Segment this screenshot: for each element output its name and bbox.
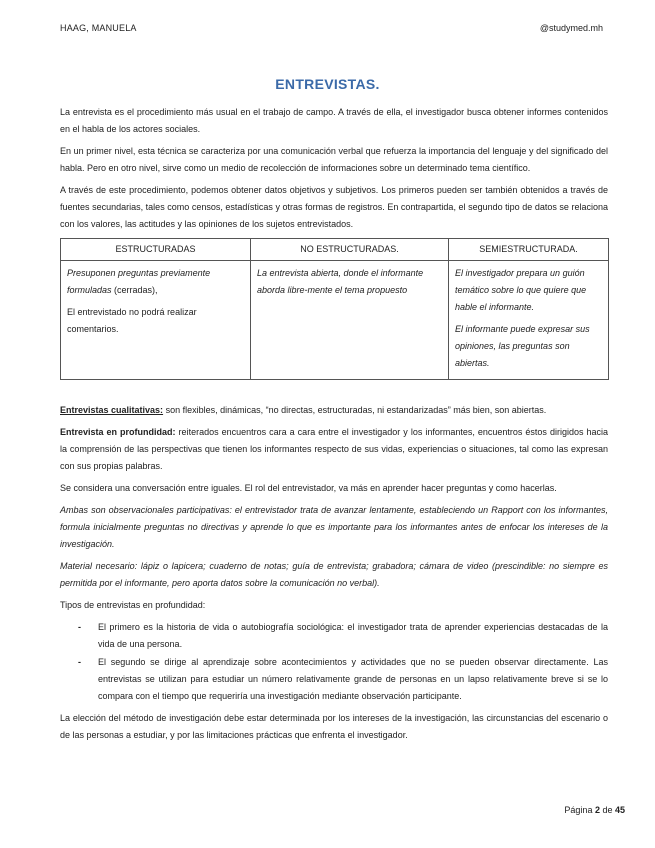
page-title: ENTREVISTAS.	[275, 76, 380, 92]
cualitativas-paragraph: Entrevistas cualitativas: son flexibles, dinámicas, “no directas, estructuradas, ni estandarizadas” más bien, son abiertas.	[60, 405, 547, 415]
material-paragraph: Material necesario: lápiz o lapicera; cuaderno de notas; guía de entrevista; grabadora; cámara de video (prescindible: no siempre es permitida por el informante, pero aporta datos sobre la comunicación no verbal).	[60, 561, 608, 588]
table-cell-semiestructurada	[449, 261, 609, 380]
term-label: Entrevistas cualitativas:	[60, 405, 164, 415]
tipos-label: Tipos de entrevistas en profundidad:	[60, 600, 206, 610]
table-header-row	[61, 239, 609, 261]
cell-text: Presuponen preguntas previamente formuladas	[67, 268, 211, 295]
cell-text: (cerradas),	[111, 285, 158, 295]
table-header: ESTRUCTURADAS	[61, 239, 251, 261]
table-header: NO ESTRUCTURADAS.	[251, 239, 449, 261]
participativas-paragraph: Ambas son observacionales participativas: el entrevistador trata de avanzar lentamente, estableciendo un Rapport con los informantes, formula inicialmente preguntas no directivas y aprende lo que es importante para los informantes antes de enfocar los intereses de la investigación.	[60, 505, 608, 549]
table-row	[61, 261, 609, 380]
author-handle: @studymed.mh	[539, 23, 603, 33]
list-item: - El segundo se dirige al aprendizaje sobre acontecimientos y actividades que no se pueden observar directamente. Las entrevistas se utilizan para estudiar un número relativamente grande de personas en un lapso relativamente breve si se lo compara con el tiempo que requeriría una investigación mediante observación participante.	[60, 654, 608, 705]
table-header: SEMIESTRUCTURADA.	[449, 239, 609, 261]
cell-text: La entrevista abierta, donde el informante aborda libre-mente el tema propuesto	[257, 268, 424, 295]
cell-text: El investigador prepara un guión temático sobre lo que quiere que hable el informante.	[455, 268, 587, 312]
table-cell-no-estructuradas	[251, 261, 449, 380]
intro-paragraph: A través de este procedimiento, podemos obtener datos objetivos y subjetivos. Los primeros pueden ser también obtenidos a través de fuentes secundarias, tales como censos, estadísticas y otras formas de registros. En contrapartida, el segundo tipo de datos se relaciona con los valores, las actitudes y las opiniones de los sujetos entrevistados.	[60, 185, 608, 229]
interview-types-table	[60, 238, 609, 380]
page-number: Página 2 de 45	[564, 805, 625, 815]
intro-paragraph: La entrevista es el procedimiento más usual en el trabajo de campo. A través de ella, el investigador busca obtener informes contenidos en el habla de los actores sociales.	[60, 107, 608, 134]
dash-bullet: -	[78, 657, 81, 667]
list-item: - El primero es la historia de vida o autobiografía sociológica: el investigador trata de aprender experiencias destacadas de la vida de una persona.	[60, 619, 608, 653]
term-label: Entrevista en profundidad:	[60, 427, 176, 437]
conversacion-paragraph: Se considera una conversación entre iguales. El rol del entrevistador, va más en aprender hacer preguntas y como hacerlas.	[60, 483, 557, 493]
author-name: HAAG, MANUELA	[60, 23, 137, 33]
dash-bullet: -	[78, 622, 81, 632]
intro-paragraph: En un primer nivel, esta técnica se caracteriza por una comunicación verbal que refuerza la importancia del lenguaje y del significado del habla. Pero en otro nivel, sirve como un medio de recolección de informaciones sobre un determinado tema científico.	[60, 146, 608, 173]
table-cell-estructuradas	[61, 261, 251, 380]
tipos-list	[60, 619, 608, 705]
document-body	[60, 104, 608, 749]
conclusion-paragraph: La elección del método de investigación debe estar determinada por los intereses de la investigación, las circunstancias del escenario o de las personas a estudiar, y por las limitaciones prácticas que enfrenta el investigador.	[60, 713, 608, 740]
cell-text: El informante puede expresar sus opiniones, las preguntas son abiertas.	[455, 324, 590, 368]
profundidad-paragraph: Entrevista en profundidad: reiterados encuentros cara a cara entre el investigador y los informantes, encuentros éstos dirigidos hacia la comprensión de las perspectivas que tienen los informantes respecto de sus vidas, experiencias o situaciones, tal como las expresan con sus propias palabras.	[60, 427, 608, 471]
cell-text: El entrevistado no podrá realizar comentarios.	[67, 307, 197, 334]
